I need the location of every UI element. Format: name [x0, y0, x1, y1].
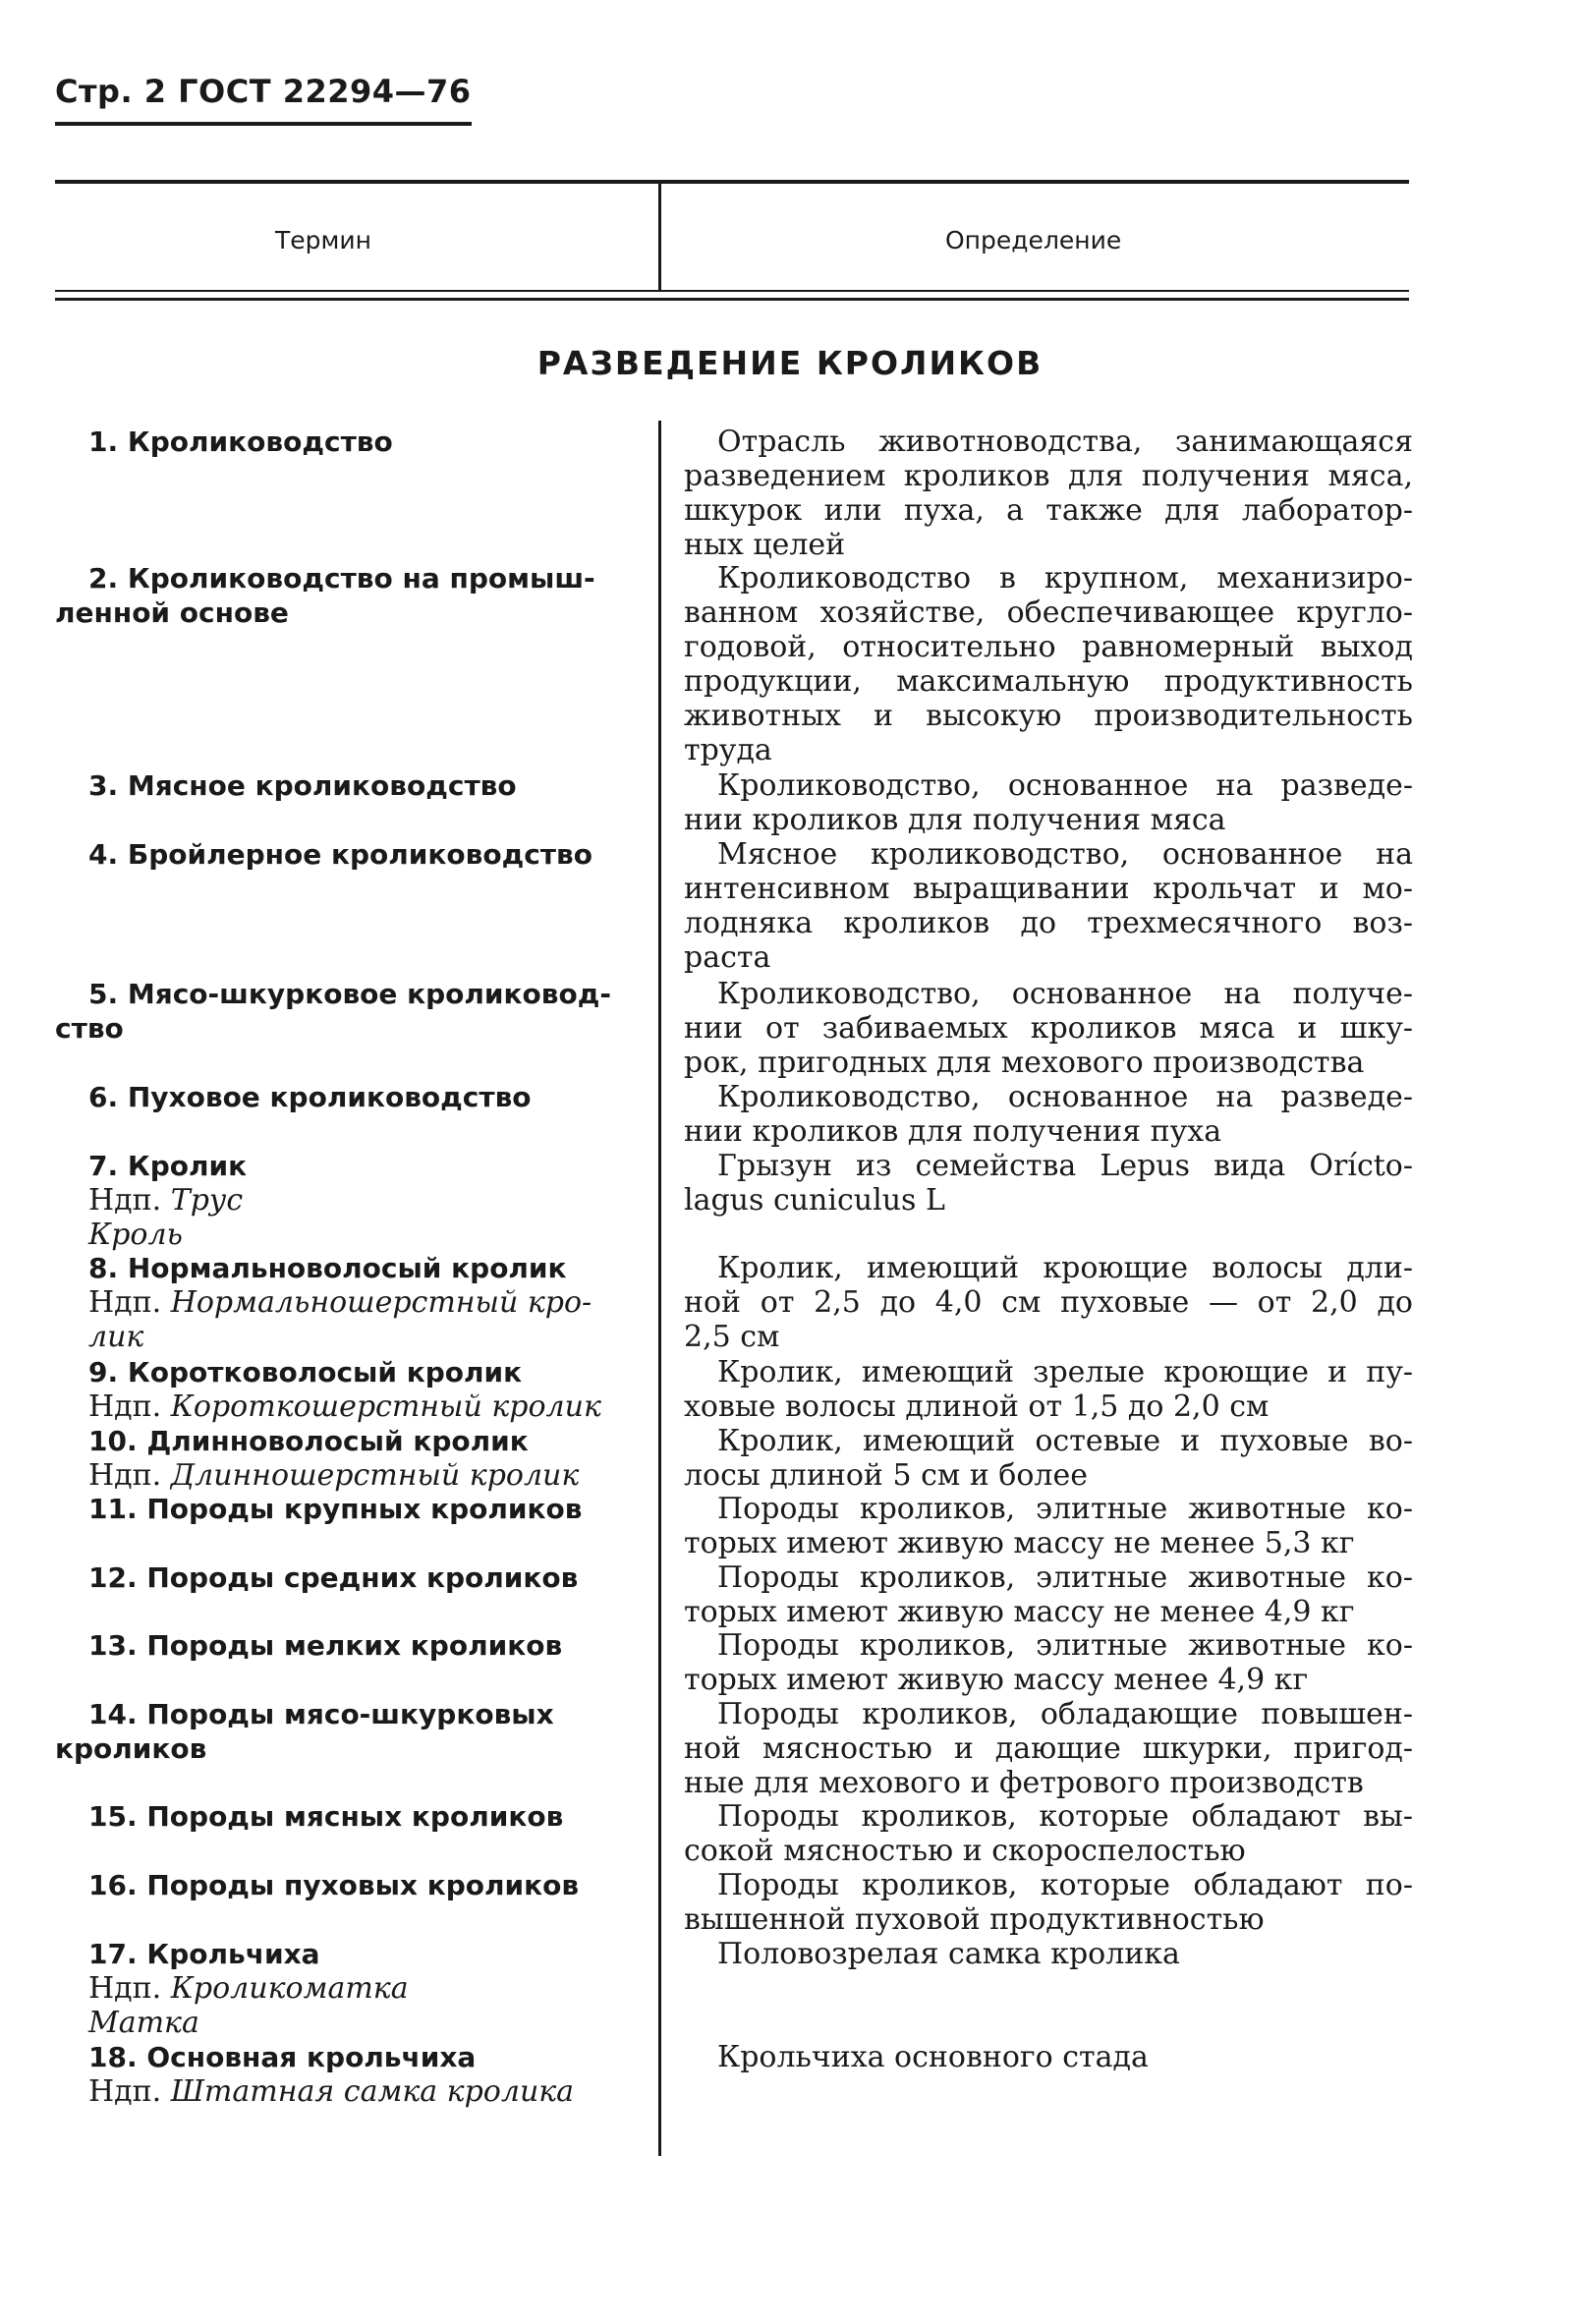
definition-cell — [684, 1697, 1413, 1800]
table-top-rule — [55, 180, 1409, 184]
section-title: РАЗВЕДЕНИЕ КРОЛИКОВ — [536, 344, 1044, 382]
deprecated-term — [55, 1285, 625, 1320]
deprecated-label: Ндп. — [88, 1285, 171, 1320]
definition-cell — [684, 1937, 1413, 1971]
term-cell — [55, 425, 625, 459]
term-cell — [55, 837, 625, 872]
deprecated-term-text: Штатная самка кролика — [170, 2074, 575, 2109]
definition-text: Половозрелая самка кролика — [717, 1937, 1180, 1971]
term-cell — [55, 561, 625, 630]
definition-cell — [684, 837, 1413, 975]
definition-cell — [684, 1149, 1413, 1218]
deprecated-term — [55, 1218, 625, 1252]
definition-cell — [684, 1799, 1413, 1868]
definition-text: торых имеют живую массу менее 4,9 кг — [684, 1663, 1309, 1697]
deprecated-term-text: Короткошерстный кролик — [170, 1389, 601, 1424]
term-cell — [55, 1492, 625, 1526]
term-text: ленной основе — [55, 596, 289, 629]
deprecated-label: Ндп. — [88, 1458, 171, 1493]
term-text: 14. Породы мясо-шкурковых — [88, 1698, 554, 1730]
definition-text: 2,5 см — [684, 1320, 780, 1354]
term-text: 5. Мясо-шкурковое кроликовод- — [88, 978, 611, 1010]
term-cell — [55, 1424, 625, 1493]
term-text: 1. Кролиководство — [88, 425, 393, 458]
definition-text: ных целей — [684, 528, 846, 562]
term-text: 13. Породы мелких кроликов — [88, 1629, 563, 1662]
header-rule — [55, 122, 472, 126]
deprecated-term-text: Матка — [88, 2006, 199, 2040]
term-cell — [55, 1697, 625, 1766]
definition-text: интенсивном выращивании крольчат и мо- — [684, 872, 1413, 906]
term-cell — [55, 1937, 625, 2040]
term-text: ство — [55, 1012, 124, 1045]
term-cell — [55, 1560, 625, 1595]
column-divider — [658, 184, 661, 290]
term-cell — [55, 1355, 625, 1424]
term-text: 2. Кролиководство на промыш- — [88, 562, 595, 595]
term-text: 16. Породы пуховых кроликов — [88, 1869, 580, 1901]
definition-text: Породы кроликов, обладающие повышен- — [717, 1697, 1413, 1731]
definition-cell — [684, 1628, 1413, 1697]
term-text: 17. Крольчиха — [88, 1938, 320, 1970]
term-text: кроликов — [55, 1732, 207, 1765]
definition-text: нии кроликов для получения пуха — [684, 1114, 1222, 1149]
term-cell — [55, 977, 625, 1046]
deprecated-term — [55, 1183, 625, 1218]
term-text: 18. Основная крольчиха — [88, 2041, 477, 2073]
deprecated-label: Ндп. — [88, 1971, 171, 2006]
term-cell — [55, 1868, 625, 1902]
definition-text: Породы кроликов, которые обладают по- — [717, 1868, 1413, 1902]
definition-cell — [684, 1355, 1413, 1424]
term-cell — [55, 1251, 625, 1354]
definition-text: ной мясностью и дающие шкурки, пригод- — [684, 1731, 1413, 1766]
deprecated-label: Ндп. — [88, 1389, 171, 1424]
deprecated-term — [55, 1971, 625, 2006]
definition-text: Крольчиха основного стада — [717, 2040, 1149, 2074]
definition-cell — [684, 425, 1413, 562]
term-cell — [55, 1628, 625, 1663]
definition-text: Отрасль животноводства, занимающаяся — [717, 425, 1413, 459]
definition-text: лосы длиной 5 см и более — [684, 1458, 1088, 1493]
term-text: 12. Породы средних кроликов — [88, 1561, 579, 1594]
definition-cell — [684, 977, 1413, 1080]
deprecated-term-text: лик — [88, 1320, 144, 1354]
definition-text: Кролиководство, основанное на получе- — [717, 977, 1413, 1011]
definition-text: Кролик, имеющий остевые и пуховые во- — [717, 1424, 1413, 1458]
definition-text: шкурок или пуха, а также для лаборатор- — [684, 493, 1413, 528]
definition-text: Кролик, имеющий кроющие волосы дли- — [717, 1251, 1413, 1285]
definition-text: нии кроликов для получения мяса — [684, 803, 1226, 837]
definition-text: Грызун из семейства Lepus вида Orícto- — [717, 1149, 1413, 1183]
definition-text: Породы кроликов, элитные животные ко- — [717, 1492, 1413, 1526]
term-text: 15. Породы мясных кроликов — [88, 1800, 564, 1833]
deprecated-term-text: Кроль — [88, 1218, 183, 1252]
definition-text: животных и высокую производительность — [684, 699, 1413, 733]
table-header-rule — [55, 290, 1409, 292]
term-text: 3. Мясное кролиководство — [88, 769, 517, 802]
definition-text: продукции, максимальную продуктивность — [684, 664, 1413, 699]
definition-cell — [684, 1424, 1413, 1493]
definition-text: Кролиководство, основанное на разведе- — [717, 768, 1413, 803]
deprecated-term — [55, 1458, 625, 1493]
definition-text: лодняка кроликов до трехмесячного воз- — [684, 906, 1413, 940]
term-cell — [55, 768, 625, 803]
term-text: 11. Породы крупных кроликов — [88, 1493, 583, 1525]
column-header-definition: Определение — [945, 226, 1122, 255]
term-cell — [55, 2040, 625, 2109]
definition-text: торых имеют живую массу не менее 5,3 кг — [684, 1526, 1355, 1560]
definition-text: Породы кроликов, элитные животные ко- — [717, 1628, 1413, 1663]
deprecated-term — [55, 2074, 625, 2109]
definition-text: ной от 2,5 до 4,0 см пуховые — от 2,0 до — [684, 1285, 1413, 1320]
deprecated-term — [55, 2006, 625, 2040]
definition-text: lagus cuniculus L — [684, 1183, 945, 1218]
term-cell — [55, 1149, 625, 1252]
definition-text: разведением кроликов для получения мяса, — [684, 459, 1413, 493]
table-header-rule — [55, 298, 1409, 301]
definition-text: ные для мехового и фетрового производств — [684, 1766, 1364, 1800]
definition-cell — [684, 1868, 1413, 1937]
term-text: 6. Пуховое кролиководство — [88, 1081, 532, 1113]
page-header: Стр. 2 ГОСТ 22294—76 — [55, 73, 472, 110]
definition-text: Породы кроликов, которые обладают вы- — [717, 1799, 1413, 1834]
definition-text: рок, пригодных для мехового производства — [684, 1046, 1365, 1080]
definition-text: труда — [684, 733, 772, 767]
deprecated-label: Ндп. — [88, 1183, 171, 1218]
term-text: 7. Кролик — [88, 1150, 248, 1182]
deprecated-term-text: Кроликоматка — [170, 1971, 409, 2006]
term-text: 9. Коротковолосый кролик — [88, 1356, 523, 1389]
deprecated-term — [55, 1389, 625, 1424]
definition-text: Мясное кролиководство, основанное на — [717, 837, 1413, 872]
definition-text: Кролиководство, основанное на разведе- — [717, 1080, 1413, 1114]
deprecated-term-text: Нормальношерстный кро- — [170, 1285, 592, 1320]
definition-cell — [684, 1251, 1413, 1354]
deprecated-term-text: Трус — [170, 1183, 244, 1218]
term-text: 10. Длинноволосый кролик — [88, 1425, 529, 1457]
deprecated-term — [55, 1320, 625, 1354]
definition-text: ховые волосы длиной от 1,5 до 2,0 см — [684, 1389, 1270, 1424]
definition-cell — [684, 561, 1413, 767]
definition-text: сокой мясностью и скороспелостью — [684, 1834, 1246, 1868]
definition-text: Кролик, имеющий зрелые кроющие и пу- — [717, 1355, 1413, 1389]
term-text: 4. Бройлерное кролиководство — [88, 838, 592, 871]
definition-cell — [684, 1492, 1413, 1560]
column-divider — [658, 421, 661, 2156]
definition-text: торых имеют живую массу не менее 4,9 кг — [684, 1595, 1355, 1629]
term-cell — [55, 1080, 625, 1114]
definition-text: раста — [684, 940, 771, 975]
deprecated-label: Ндп. — [88, 2074, 171, 2109]
definition-text: Кролиководство в крупном, механизиро- — [717, 561, 1413, 595]
definition-cell — [684, 1560, 1413, 1629]
definition-text: годовой, относительно равномерный выход — [684, 630, 1413, 664]
deprecated-term-text: Длинношерстный кролик — [170, 1458, 580, 1493]
column-header-term: Термин — [275, 226, 371, 255]
definition-text: Породы кроликов, элитные животные ко- — [717, 1560, 1413, 1595]
definition-text: нии от забиваемых кроликов мяса и шку- — [684, 1011, 1413, 1046]
definition-text: вышенной пуховой продуктивностью — [684, 1902, 1265, 1937]
term-text: 8. Нормальноволосый кролик — [88, 1252, 567, 1284]
definition-cell — [684, 1080, 1413, 1149]
term-cell — [55, 1799, 625, 1834]
definition-text: ванном хозяйстве, обеспечивающее кругло- — [684, 595, 1413, 630]
definition-cell — [684, 768, 1413, 837]
definition-cell — [684, 2040, 1413, 2074]
